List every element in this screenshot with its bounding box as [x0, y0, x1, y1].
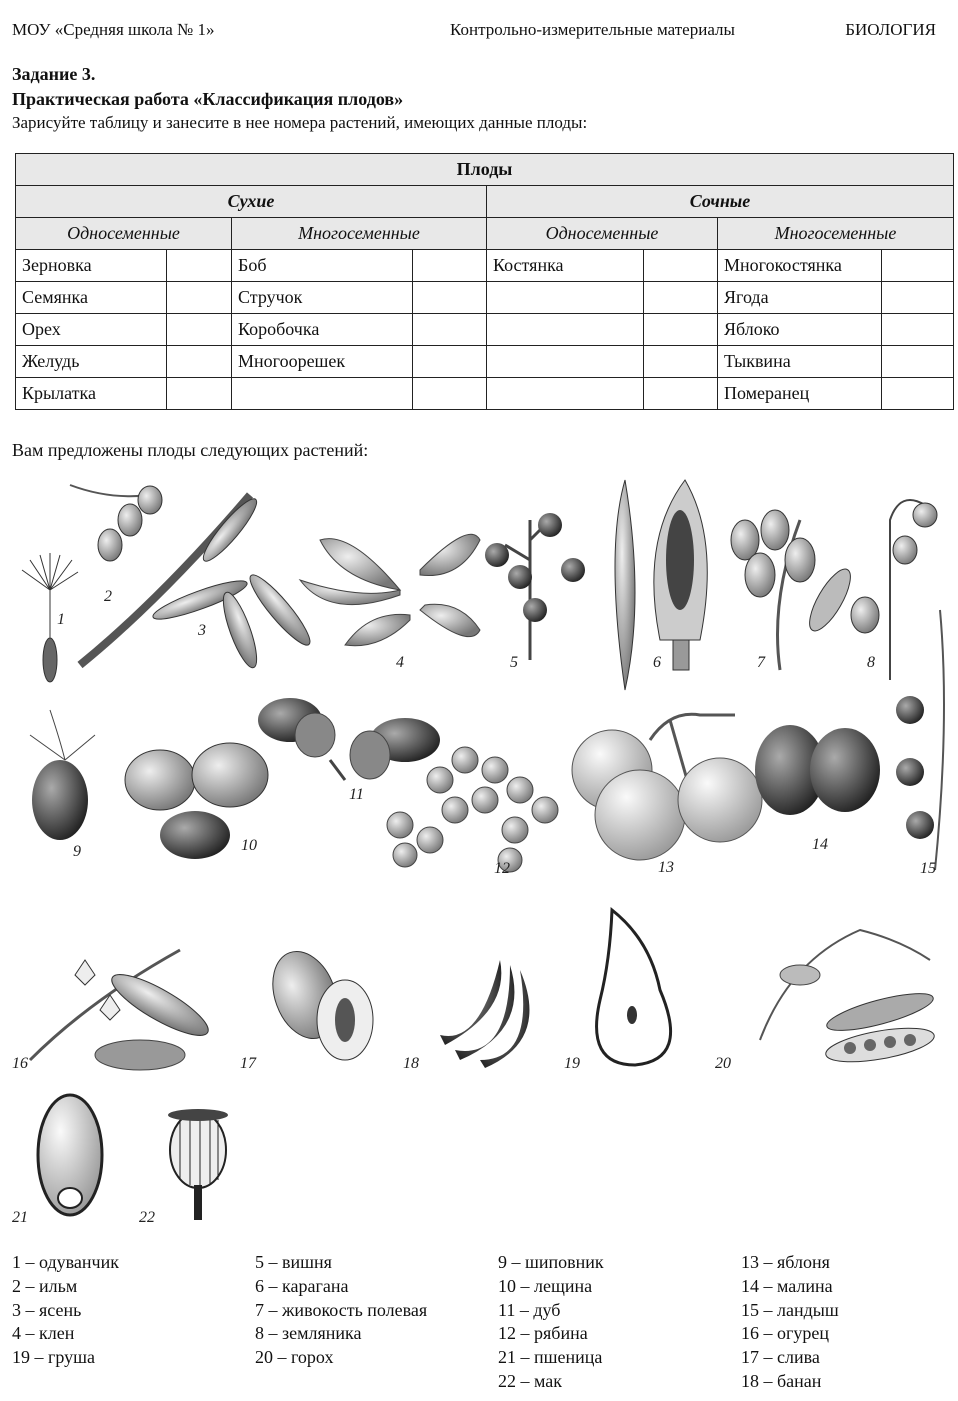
- fruit-type-cell: [487, 282, 644, 314]
- figure-number: 16: [12, 1055, 28, 1072]
- subgroup-juicy-single: Односеменные: [487, 218, 718, 250]
- subgroup-dry-multi: Многосеменные: [232, 218, 487, 250]
- figure-number: 21: [12, 1209, 28, 1226]
- fruit-type-cell: Крылатка: [16, 378, 167, 410]
- legend-item: 17 – слива: [741, 1347, 820, 1368]
- fruit-classification-table: [15, 153, 954, 410]
- figure-number: 15: [920, 860, 936, 877]
- answer-cell[interactable]: [882, 346, 954, 378]
- legend-item: 5 – вишня: [255, 1252, 332, 1272]
- answer-cell[interactable]: [644, 282, 718, 314]
- elm-ash-branch-drawing: [70, 485, 317, 671]
- legend-item: 21 – пшеница: [498, 1347, 603, 1368]
- fruit-type-cell: [232, 378, 413, 410]
- figure-number: 17: [240, 1055, 256, 1072]
- legend-column: [255, 1251, 495, 1370]
- fruit-type-cell: Многокостянка: [718, 250, 882, 282]
- strawberry-drawing: [851, 500, 937, 680]
- fruit-type-cell: Тыквина: [718, 346, 882, 378]
- legend-item: 10 – лещина: [498, 1275, 593, 1296]
- banana-drawing: [440, 960, 529, 1068]
- fruit-illustrations: [0, 470, 958, 1240]
- caragana-pod-drawing: [615, 480, 707, 690]
- legend-item: 1 – одуванчик: [12, 1252, 119, 1272]
- legend-item: 8 – земляника: [255, 1323, 362, 1344]
- answer-cell[interactable]: [644, 250, 718, 282]
- answer-cell[interactable]: [167, 346, 232, 378]
- figure-number: 3: [198, 622, 206, 639]
- legend-item: 4 – клен: [12, 1323, 75, 1344]
- poppy-capsule-drawing: [168, 1109, 228, 1220]
- legend-item: 6 – карагана: [255, 1275, 349, 1296]
- plum-drawing: [261, 942, 373, 1060]
- figure-number: 2: [104, 588, 112, 605]
- answer-cell[interactable]: [413, 346, 487, 378]
- task-title: Практическая работа «Классификация плодов»: [12, 89, 404, 109]
- cucumber-drawing: [30, 950, 215, 1070]
- legend-column: [12, 1251, 252, 1370]
- legend-item: 2 – ильм: [12, 1275, 78, 1296]
- figure-number: 13: [658, 859, 674, 876]
- answer-cell[interactable]: [167, 378, 232, 410]
- fruit-type-cell: Орех: [16, 314, 167, 346]
- answer-cell[interactable]: [882, 282, 954, 314]
- oak-acorn-drawing: [258, 698, 440, 780]
- fruit-type-cell: Семянка: [16, 282, 167, 314]
- legend-column: [741, 1251, 958, 1394]
- legend-item: 18 – банан: [741, 1370, 822, 1391]
- legend-item: 16 – огурец: [741, 1323, 830, 1344]
- lily-of-valley-drawing: [896, 610, 944, 870]
- task-instruction: Зарисуйте таблицу и занесите в нее номера растений, имеющих данные плоды:: [12, 113, 588, 132]
- figure-number: 14: [812, 836, 828, 853]
- fruit-type-cell: Зерновка: [16, 250, 167, 282]
- group-dry: Сухие: [16, 186, 487, 218]
- subject-label: БИОЛОГИЯ: [845, 20, 936, 39]
- fruit-type-cell: Стручок: [232, 282, 413, 314]
- legend-item: 11 – дуб: [498, 1299, 561, 1320]
- table-title: Плоды: [16, 154, 954, 186]
- fruit-type-cell: Желудь: [16, 346, 167, 378]
- figure-number: 9: [73, 843, 81, 860]
- answer-cell[interactable]: [644, 314, 718, 346]
- answer-cell[interactable]: [882, 314, 954, 346]
- figure-number: 6: [653, 654, 661, 671]
- pea-drawing: [760, 930, 937, 1068]
- fruit-type-cell: Померанец: [718, 378, 882, 410]
- fruit-type-cell: [487, 378, 644, 410]
- rowan-berries-drawing: [387, 747, 558, 872]
- answer-cell[interactable]: [167, 314, 232, 346]
- rosehip-drawing: [30, 710, 95, 840]
- figure-number: 11: [349, 786, 364, 803]
- table-row: [16, 378, 954, 410]
- legend-item: 20 – горох: [255, 1347, 334, 1368]
- fruit-type-cell: [487, 314, 644, 346]
- legend-item: 19 – груша: [12, 1347, 95, 1368]
- legend-item: 9 – шиповник: [498, 1252, 604, 1272]
- offer-text: Вам предложены плоды следующих растений:: [12, 440, 369, 460]
- answer-cell[interactable]: [413, 282, 487, 314]
- legend-item: 12 – рябина: [498, 1323, 588, 1344]
- figure-number: 18: [403, 1055, 419, 1072]
- fruit-type-cell: Яблоко: [718, 314, 882, 346]
- answer-cell[interactable]: [644, 378, 718, 410]
- figure-number: 8: [867, 654, 875, 671]
- fruit-type-cell: Ягода: [718, 282, 882, 314]
- answer-cell[interactable]: [167, 282, 232, 314]
- legend-item: 7 – живокость полевая: [255, 1299, 428, 1320]
- table-row: [16, 250, 954, 282]
- fruit-type-cell: Костянка: [487, 250, 644, 282]
- subgroup-juicy-multi: Многосеменные: [718, 218, 954, 250]
- figure-number: 1: [57, 611, 65, 628]
- figure-number: 7: [757, 654, 765, 671]
- table-row: [16, 282, 954, 314]
- answer-cell[interactable]: [167, 250, 232, 282]
- legend-item: 13 – яблоня: [741, 1252, 830, 1272]
- fruit-type-cell: [487, 346, 644, 378]
- figure-number: 22: [139, 1209, 155, 1226]
- answer-cell[interactable]: [882, 250, 954, 282]
- larkspur-drawing: [731, 510, 858, 670]
- figure-number: 4: [396, 654, 404, 671]
- apple-drawing: [572, 714, 762, 860]
- materials-label: Контрольно-измерительные материалы: [450, 20, 735, 39]
- pear-drawing: [597, 900, 671, 1065]
- figure-number: 20: [715, 1055, 731, 1072]
- group-juicy: Сочные: [487, 186, 954, 218]
- answer-cell[interactable]: [413, 378, 487, 410]
- legend-column: [498, 1251, 738, 1394]
- answer-cell[interactable]: [413, 250, 487, 282]
- table-row: [16, 314, 954, 346]
- answer-cell[interactable]: [882, 378, 954, 410]
- raspberry-drawing: [755, 725, 880, 815]
- legend-item: 22 – мак: [498, 1370, 563, 1391]
- wheat-grain-drawing: [38, 1095, 102, 1215]
- figure-number: 5: [510, 654, 518, 671]
- figure-number: 19: [564, 1055, 580, 1072]
- answer-cell[interactable]: [644, 346, 718, 378]
- school-name: МОУ «Средняя школа № 1»: [12, 20, 215, 39]
- maple-samara-drawing: [300, 534, 480, 645]
- task-number: Задание 3.: [12, 64, 96, 84]
- fruit-type-cell: Многоорешек: [232, 346, 413, 378]
- dandelion-fruit-drawing: [22, 553, 78, 682]
- figure-number: 10: [241, 837, 257, 854]
- answer-cell[interactable]: [413, 314, 487, 346]
- page-header: [12, 20, 936, 44]
- legend-item: 14 – малина: [741, 1275, 833, 1296]
- legend-item: 15 – ландыш: [741, 1299, 839, 1320]
- fruit-type-cell: Коробочка: [232, 314, 413, 346]
- table-row: [16, 346, 954, 378]
- subgroup-dry-single: Односеменные: [16, 218, 232, 250]
- legend-item: 3 – ясень: [12, 1299, 82, 1320]
- fruit-type-cell: Боб: [232, 250, 413, 282]
- cherry-drawing: [485, 513, 585, 660]
- figure-number: 12: [494, 860, 510, 877]
